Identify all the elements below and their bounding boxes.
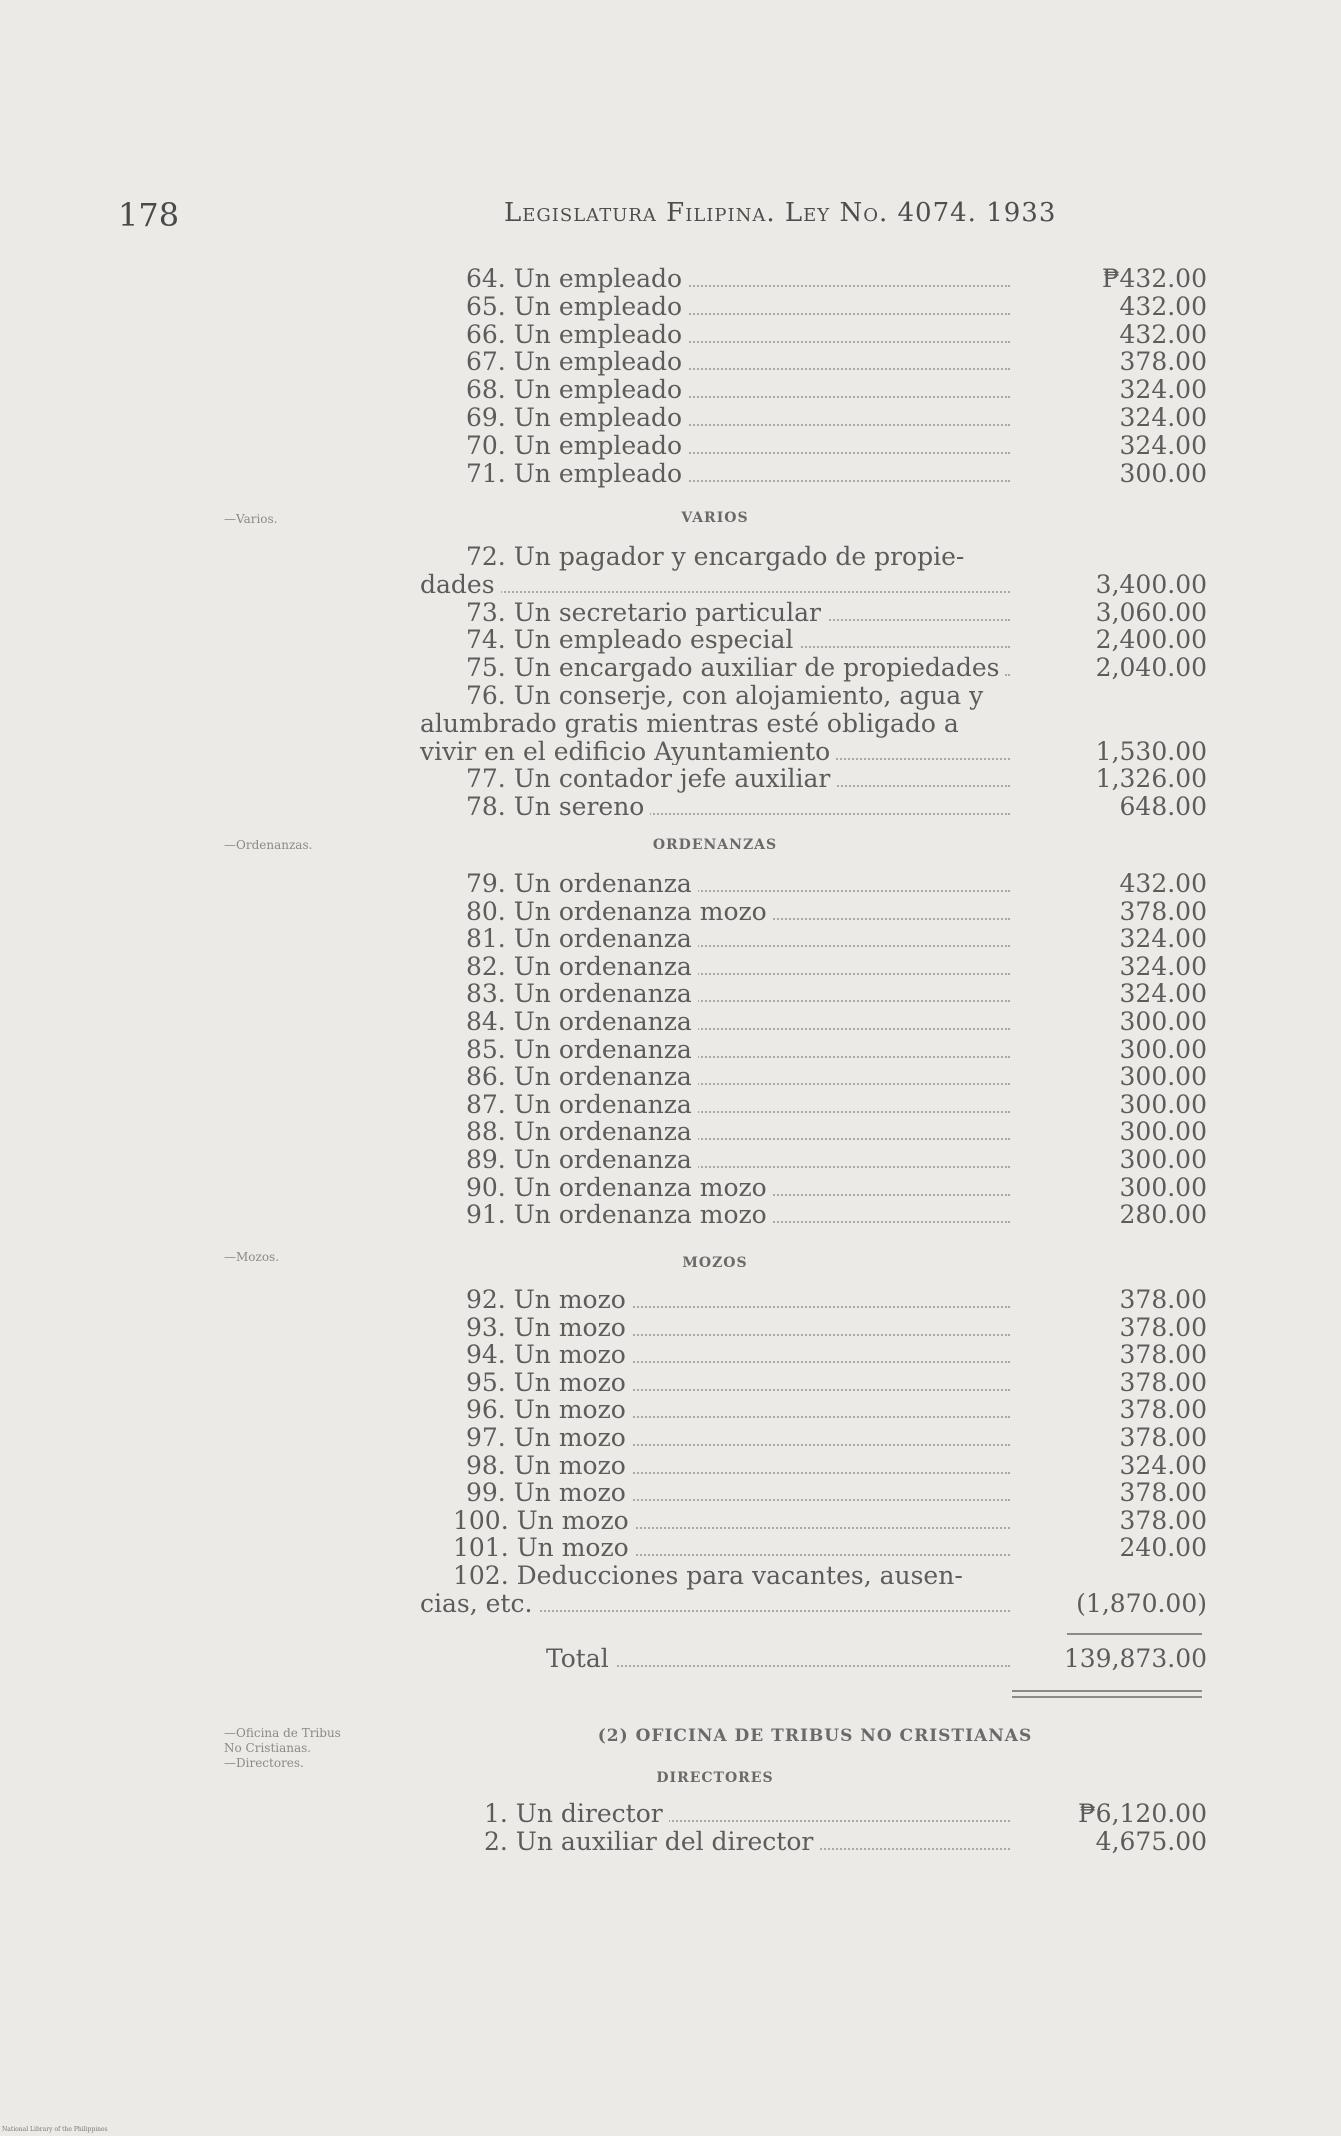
line-item-label: 70. Un empleado (466, 432, 688, 460)
line-item-amount: 300.00 (1119, 1172, 1207, 1202)
line-item-label: 96. Un mozo (466, 1396, 632, 1424)
line-item-amount: 3,060.00 (1095, 597, 1207, 627)
line-item (420, 710, 1207, 738)
line-item (420, 1146, 1207, 1174)
line-item-label: 85. Un ordenanza (466, 1036, 698, 1064)
line-item-amount: ₱6,120.00 (1078, 1799, 1207, 1828)
line-item-label: vivir en el edificio Ayuntamiento (420, 738, 836, 766)
line-item-amount: 378.00 (1119, 1312, 1207, 1342)
margin-note-oficina-line1: —Oficina de Tribus (224, 1726, 341, 1740)
line-item (420, 898, 1207, 926)
line-item-amount: 324.00 (1119, 430, 1207, 460)
line-item (420, 293, 1207, 321)
line-item-amount: ₱432.00 (1101, 264, 1207, 293)
line-item-label: 100. Un mozo (453, 1507, 635, 1535)
line-item-label: 64. Un empleado (466, 265, 688, 293)
line-item (420, 571, 1207, 599)
line-item-label: 87. Un ordenanza (466, 1091, 698, 1119)
line-item (420, 1800, 1207, 1828)
line-item (420, 1341, 1207, 1369)
section-heading-mozos: MOZOS (682, 1255, 748, 1271)
section-heading-varios: VARIOS (681, 510, 749, 526)
line-item-label: 2. Un auxiliar del director (484, 1828, 819, 1856)
line-item-label: 98. Un mozo (466, 1452, 632, 1480)
margin-note-oficina-line3: —Directores. (224, 1756, 304, 1770)
line-item (420, 654, 1207, 682)
line-item-amount: 378.00 (1119, 896, 1207, 926)
line-item-label: 1. Un director (484, 1800, 669, 1828)
line-item-amount: 300.00 (1119, 1089, 1207, 1119)
line-item (420, 1286, 1207, 1314)
line-item (420, 1118, 1207, 1146)
line-item (420, 870, 1207, 898)
margin-note-oficina (224, 1726, 341, 1771)
dot-leader (420, 591, 1010, 593)
line-item (420, 1174, 1207, 1202)
running-head-year: 1933 (986, 198, 1057, 228)
line-item-amount: 378.00 (1119, 1478, 1207, 1508)
line-item-amount: 324.00 (1119, 1450, 1207, 1480)
line-item-label: 102. Deducciones para vacantes, ausen- (453, 1562, 969, 1590)
line-item-amount: 432.00 (1119, 319, 1207, 349)
margin-note-varios: —Varios. (224, 512, 278, 526)
line-item-amount: 300.00 (1119, 1007, 1207, 1036)
line-item-amount: 1,530.00 (1095, 736, 1207, 766)
line-item (420, 1036, 1207, 1064)
line-item-amount: 324.00 (1119, 403, 1207, 432)
running-head (504, 198, 1056, 228)
line-item-label: 86. Un ordenanza (466, 1063, 698, 1091)
line-item (420, 682, 1207, 710)
line-item-label: 71. Un empleado (466, 460, 688, 488)
line-item-label: 78. Un sereno (466, 793, 650, 821)
line-item (420, 1507, 1207, 1535)
line-item (420, 543, 1207, 571)
line-item-amount: 324.00 (1119, 375, 1207, 405)
line-item (420, 738, 1207, 766)
line-item-amount: 378.00 (1119, 347, 1207, 377)
line-item-amount: 240.00 (1119, 1533, 1207, 1563)
line-item (420, 1562, 1207, 1590)
line-item (420, 765, 1207, 793)
line-item-label: 68. Un empleado (466, 376, 688, 404)
line-item (420, 404, 1207, 432)
line-item (420, 1479, 1207, 1507)
line-item-label: 93. Un mozo (466, 1314, 632, 1342)
line-item-label: dades (420, 571, 501, 599)
line-item-label: cias, etc. (420, 1590, 538, 1618)
line-item-label: 91. Un ordenanza mozo (466, 1201, 773, 1229)
line-item-amount: 324.00 (1119, 979, 1207, 1009)
line-item-amount: 300.00 (1119, 1117, 1207, 1147)
line-item (420, 1063, 1207, 1091)
line-item-label: 82. Un ordenanza (466, 953, 698, 981)
line-item-amount: 280.00 (1119, 1200, 1207, 1230)
line-item (420, 265, 1207, 293)
line-item-amount: 4,675.00 (1095, 1827, 1207, 1856)
line-item-label: 83. Un ordenanza (466, 980, 698, 1008)
line-item (420, 1828, 1207, 1856)
section-heading-oficina: (2) OFICINA DE TRIBUS NO CRISTIANAS (597, 1726, 1033, 1746)
line-item-amount: 1,326.00 (1095, 764, 1207, 794)
margin-note-mozos: —Mozos. (224, 1250, 280, 1264)
line-item-label: 69. Un empleado (466, 404, 688, 432)
line-item (420, 980, 1207, 1008)
line-item-label: 88. Un ordenanza (466, 1118, 698, 1146)
margin-note-oficina-line2: No Cristianas. (224, 1741, 312, 1755)
line-item-label: 80. Un ordenanza mozo (466, 898, 773, 926)
line-item-label: 72. Un pagador y encargado de propie- (466, 543, 970, 571)
line-item-label: 66. Un empleado (466, 321, 688, 349)
margin-note-ordenanzas: —Ordenanzas. (224, 838, 313, 852)
footer-credit: National Library of the Philippines (2, 2126, 108, 2133)
line-item-amount: 378.00 (1119, 1285, 1207, 1314)
line-item-amount: (1,870.00) (1076, 1588, 1207, 1618)
total-row (546, 1645, 1207, 1673)
line-item (420, 1314, 1207, 1342)
line-item-amount: 378.00 (1119, 1395, 1207, 1425)
line-item-label: 73. Un secretario particular (466, 599, 827, 627)
line-item-label: 75. Un encargado auxiliar de propiedades (466, 654, 1005, 682)
line-item-label: 76. Un conserje, con alojamiento, agua y (466, 682, 989, 710)
line-item-label: 89. Un ordenanza (466, 1146, 698, 1174)
line-item-label: alumbrado gratis mientras esté obligado a (420, 710, 965, 738)
line-item (420, 1452, 1207, 1480)
line-item-amount: 2,400.00 (1095, 625, 1207, 655)
line-item-amount: 3,400.00 (1095, 569, 1207, 599)
line-item (420, 1396, 1207, 1424)
line-item (420, 460, 1207, 488)
total-double-rule-bottom (1012, 1696, 1202, 1698)
line-item-amount: 432.00 (1119, 869, 1207, 898)
running-head-title: Legislatura Filipina. (504, 198, 776, 228)
line-item-amount: 648.00 (1119, 792, 1207, 822)
line-item-amount: 300.00 (1119, 1034, 1207, 1064)
line-item-amount: 300.00 (1119, 458, 1207, 488)
line-item (420, 432, 1207, 460)
subtotal-rule (1067, 1633, 1202, 1635)
line-item-label: 84. Un ordenanza (466, 1008, 698, 1036)
line-item (420, 1590, 1207, 1618)
total-label: Total (546, 1645, 615, 1673)
line-item (420, 599, 1207, 627)
section-heading-ordenanzas: ORDENANZAS (652, 837, 778, 853)
line-item-amount: 378.00 (1119, 1423, 1207, 1452)
line-item (420, 925, 1207, 953)
line-item-label: 90. Un ordenanza mozo (466, 1174, 773, 1202)
line-item-amount: 432.00 (1119, 291, 1207, 321)
line-item (420, 953, 1207, 981)
line-item (420, 1369, 1207, 1397)
line-item-amount: 378.00 (1119, 1367, 1207, 1397)
line-item-label: 99. Un mozo (466, 1479, 632, 1507)
total-leader (546, 1665, 1010, 1667)
line-item-amount: 300.00 (1119, 1062, 1207, 1092)
page-number: 178 (118, 196, 180, 234)
line-item (420, 1201, 1207, 1229)
line-item-label: 81. Un ordenanza (466, 925, 698, 953)
line-item-label: 77. Un contador jefe auxiliar (466, 765, 836, 793)
line-item-label: 67. Un empleado (466, 348, 688, 376)
line-item-label: 74. Un empleado especial (466, 626, 799, 654)
total-double-rule-top (1012, 1690, 1202, 1692)
line-item (420, 1091, 1207, 1119)
line-item-label: 97. Un mozo (466, 1424, 632, 1452)
line-item-amount: 324.00 (1119, 924, 1207, 954)
line-item (420, 1424, 1207, 1452)
line-item-amount: 378.00 (1119, 1505, 1207, 1535)
line-item-label: 65. Un empleado (466, 293, 688, 321)
line-item (420, 348, 1207, 376)
line-item-label: 95. Un mozo (466, 1369, 632, 1397)
section-subheading-directores: DIRECTORES (656, 1770, 774, 1786)
line-item (420, 793, 1207, 821)
line-item-label: 101. Un mozo (453, 1534, 635, 1562)
running-head-law: Ley No. 4074. (784, 198, 977, 228)
line-item-amount: 2,040.00 (1095, 653, 1207, 683)
line-item (420, 321, 1207, 349)
line-item (420, 376, 1207, 404)
total-amount: 139,873.00 (1063, 1644, 1207, 1673)
line-item (420, 1534, 1207, 1562)
line-item-label: 79. Un ordenanza (466, 870, 698, 898)
line-item (420, 626, 1207, 654)
line-item-amount: 300.00 (1119, 1145, 1207, 1174)
line-item-amount: 378.00 (1119, 1340, 1207, 1370)
line-item-label: 94. Un mozo (466, 1341, 632, 1369)
line-item-label: 92. Un mozo (466, 1286, 632, 1314)
line-item (420, 1008, 1207, 1036)
line-item-amount: 324.00 (1119, 951, 1207, 981)
